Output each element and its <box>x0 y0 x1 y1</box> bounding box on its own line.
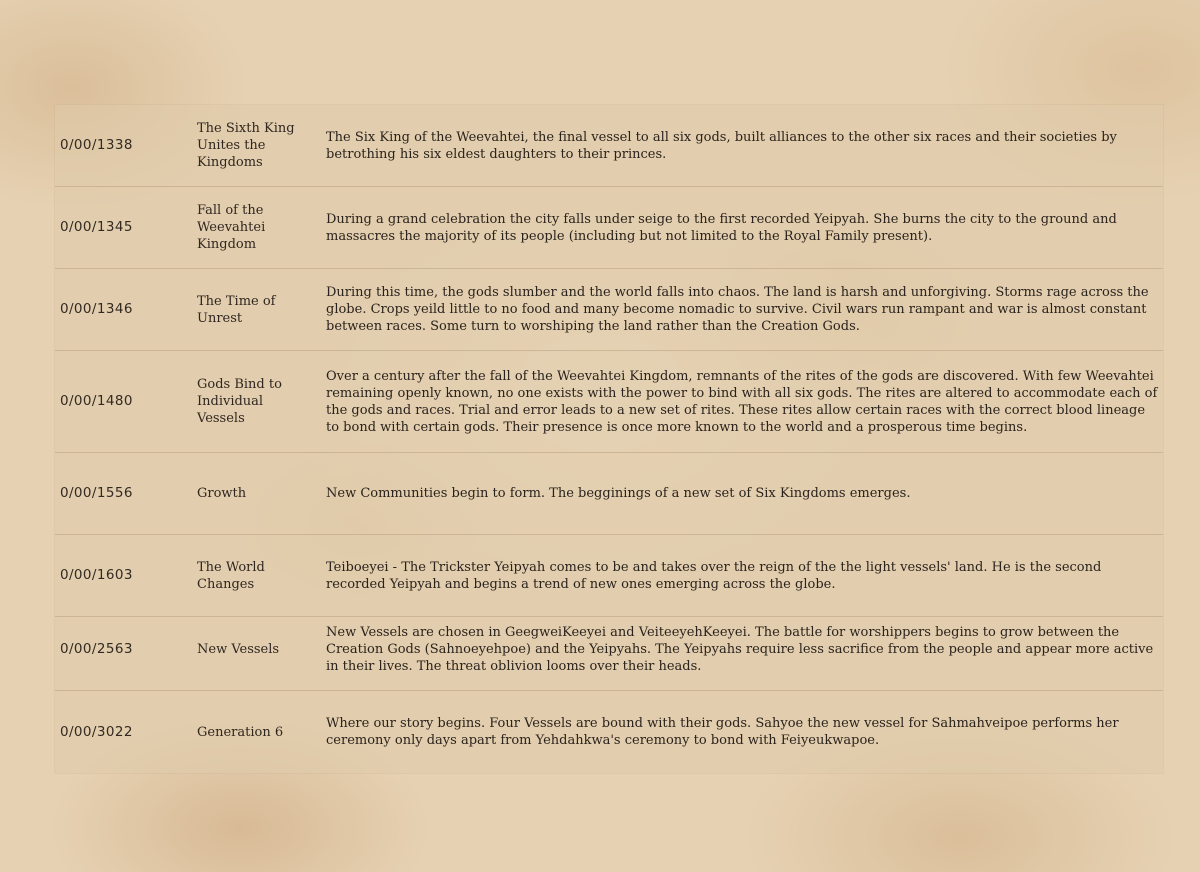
timeline-row <box>55 691 1163 773</box>
timeline-description: New Communities begin to form. The begginings of a new set of Six Kingdoms emerges. <box>326 486 911 501</box>
timeline-event-title: The World Changes <box>197 559 265 592</box>
timeline-row <box>55 609 1163 691</box>
timeline-description: The Six King of the Weevahtei, the final vessel to all six gods, built alliances to the other six races and their societies by betrothing his six eldest daughters to their princes. <box>326 129 1117 162</box>
timeline-row <box>55 453 1163 535</box>
timeline-description: During this time, the gods slumber and the world falls into chaos. The land is harsh and unforgiving. Storms rage across the globe. Crops yeild little to no food and many become nomadic to survive. Civil wars run rampant and war is almost constant between races. Some turn to worshiping the land rather than the Creation Gods. <box>326 285 1149 334</box>
timeline-event-title: New Vessels <box>197 642 280 657</box>
timeline-date: 0/00/1346 <box>60 301 133 317</box>
timeline-row <box>55 535 1163 617</box>
timeline-description: Teiboeyei - The Trickster Yeipyah comes to be and takes over the reign of the the light vessels' land. He is the second recorded Yeipyah and begins a trend of new ones emerging across the globe. <box>326 559 1102 592</box>
timeline-row <box>55 269 1163 351</box>
timeline-event-title: Generation 6 <box>197 724 284 740</box>
timeline-event-title: Growth <box>197 486 247 501</box>
timeline-event-title: The Time of Unrest <box>197 293 276 326</box>
timeline-date: 0/00/1345 <box>60 219 133 235</box>
timeline-event-title: Fall of the Weevahtei Kingdom <box>197 203 266 252</box>
timeline-description: Over a century after the fall of the Weevahtei Kingdom, remnants of the rites of the gods are discovered. With few Weevahtei remaining openly known, no one exists with the power to bind with all six gods. The rites are altered to accommodate each of the gods and races. Trial and error leads to a new set of rites. These rites allow certain races with the correct blood lineage to bond with certain gods. Their presence is once more known to the world and a prosperous time begins. <box>326 368 1158 435</box>
timeline-description: During a grand celebration the city falls under seige to the first recorded Yeipyah. She burns the city to the ground and massacres the majority of its people (including but not limited to the Royal Family present). <box>326 211 1117 244</box>
timeline-date: 0/00/1556 <box>60 485 133 501</box>
timeline-date: 0/00/1338 <box>60 137 133 153</box>
timeline-description: Where our story begins. Four Vessels are bound with their gods. Sahyoe the new vessel for Sahmahveipoe performs her ceremony only days apart from Yehdahkwa's ceremony to bond with Feiyeukwapoe. <box>326 716 1119 748</box>
timeline-row <box>55 187 1163 269</box>
timeline-date: 0/00/3022 <box>60 723 133 740</box>
timeline-row <box>55 105 1163 187</box>
timeline-date: 0/00/1603 <box>60 567 133 583</box>
timeline-date: 0/00/2563 <box>60 641 133 657</box>
timeline-date: 0/00/1480 <box>60 393 133 409</box>
timeline-row <box>55 351 1163 453</box>
timeline-event-title: Gods Bind to Individual Vessels <box>197 377 282 426</box>
timeline-table <box>55 105 1163 773</box>
timeline-event-title: The Sixth King Unites the Kingdoms <box>197 121 295 170</box>
timeline-description: New Vessels are chosen in GeegweiKeeyei and VeiteeyehKeeyei. The battle for worshippers begins to grow between the Creation Gods (Sahnoeyehpoe) and the Yeipyahs. The Yeipyahs require less sacrifice from the people and appear more active in their lives. The threat oblivion looms over their heads. <box>326 625 1154 674</box>
